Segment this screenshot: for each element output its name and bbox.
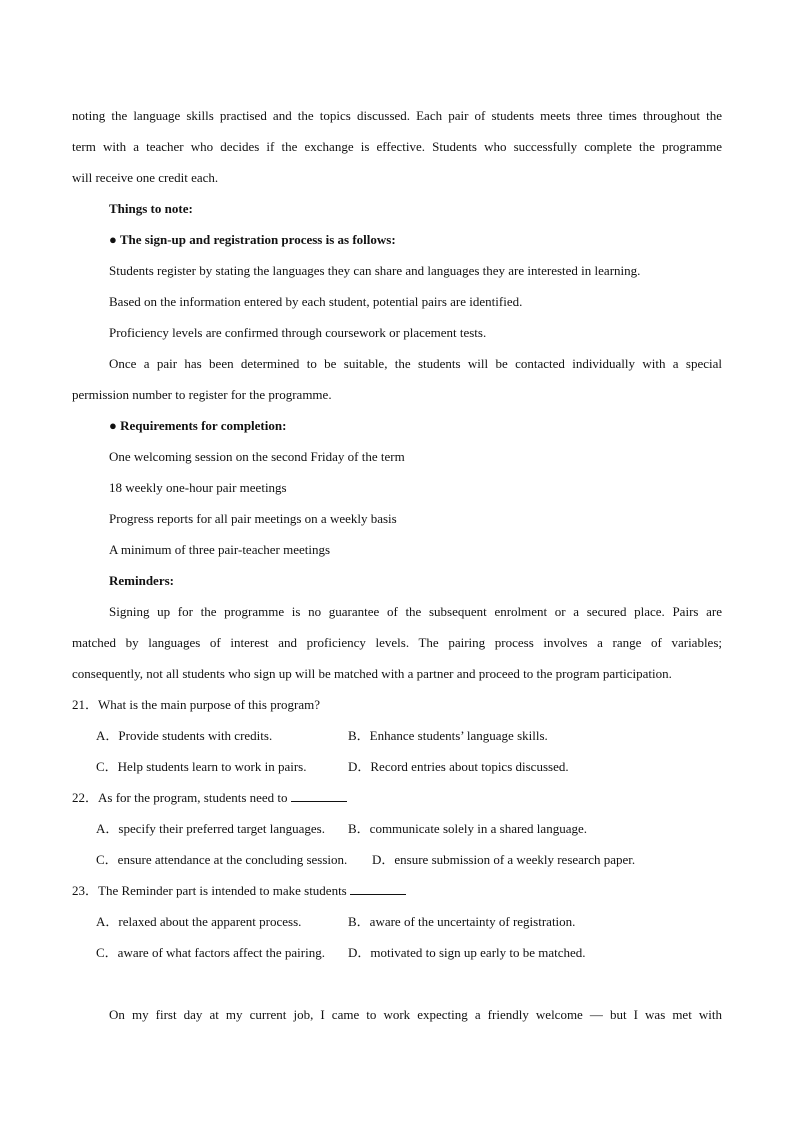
signup-item: Based on the information entered by each student, potential pairs are identified. [109,294,523,309]
reminders-line: consequently, not all students who sign up will be matched with a partner and proceed to the program participation. [72,666,672,681]
option-c: C．ensure attendance at the concluding session. [96,852,348,867]
signup-heading: ● The sign-up and registration process is as follows: [109,232,396,247]
option-d: D．ensure submission of a weekly research paper. [372,852,636,867]
option-c: C．aware of what factors affect the pairing. [96,945,325,960]
question-23-options-row-2 [72,937,722,968]
requirements-heading: ● Requirements for completion: [109,418,287,433]
option-d: D．Record entries about topics discussed. [348,759,569,774]
option-d: D．motivated to sign up early to be matched. [348,945,586,960]
option-a: A．Provide students with credits. [96,728,273,743]
option-a: A．specify their preferred target languages. [96,821,325,836]
question-21-options-row-1 [72,720,722,751]
answer-blank [291,788,347,802]
passage-line: term with a teacher who decides if the exchange is effective. Students who successfully complete the programme [72,139,722,154]
question-23-options-row-1 [72,906,722,937]
things-to-note-heading: Things to note: [109,201,193,216]
answer-blank [350,881,406,895]
passage-line: will receive one credit each. [72,170,219,185]
question-text: 21．What is the main purpose of this program? [72,697,321,712]
section-gap [72,968,722,999]
question-22-stem [72,782,722,813]
signup-item-last-cont: permission number to register for the programme. [72,387,332,402]
option-b: B．communicate solely in a shared language. [348,821,587,836]
option-c: C．Help students learn to work in pairs. [96,759,307,774]
next-passage-line: On my first day at my current job, I came to work expecting a friendly welcome — but I was met with [109,1007,722,1022]
signup-item: Proficiency levels are confirmed through coursework or placement tests. [109,325,487,340]
reminders-heading: Reminders: [109,573,174,588]
requirement-item: A minimum of three pair-teacher meetings [109,542,331,557]
question-22-options-row-1 [72,813,722,844]
passage-line: noting the language skills practised and the topics discussed. Each pair of students meets three times throughout the [72,108,722,123]
passage-top [72,100,722,193]
signup-item-last: Once a pair has been determined to be suitable, the students will be contacted individually with a special [109,356,722,371]
question-text: 22．As for the program, students need to [72,790,291,805]
question-text: 23．The Reminder part is intended to make students [72,883,350,898]
question-23-stem [72,875,722,906]
reminders-line: Signing up for the programme is no guarantee of the subsequent enrolment or a secured place. Pairs are [109,604,722,619]
signup-item: Students register by stating the languages they can share and languages they are interested in learning. [109,263,641,278]
requirement-item: 18 weekly one-hour pair meetings [109,480,287,495]
question-21-options-row-2 [72,751,722,782]
question-21-stem [72,689,722,720]
document-page [72,100,722,1030]
option-a: A．relaxed about the apparent process. [96,914,302,929]
question-22-options-row-2 [72,844,722,875]
requirement-item: Progress reports for all pair meetings on a weekly basis [109,511,397,526]
option-b: B．Enhance students’ language skills. [348,728,548,743]
option-b: B．aware of the uncertainty of registration. [348,914,576,929]
reminders-line: matched by languages of interest and proficiency levels. The pairing process involves a range of variables; [72,635,722,650]
requirement-item: One welcoming session on the second Friday of the term [109,449,405,464]
